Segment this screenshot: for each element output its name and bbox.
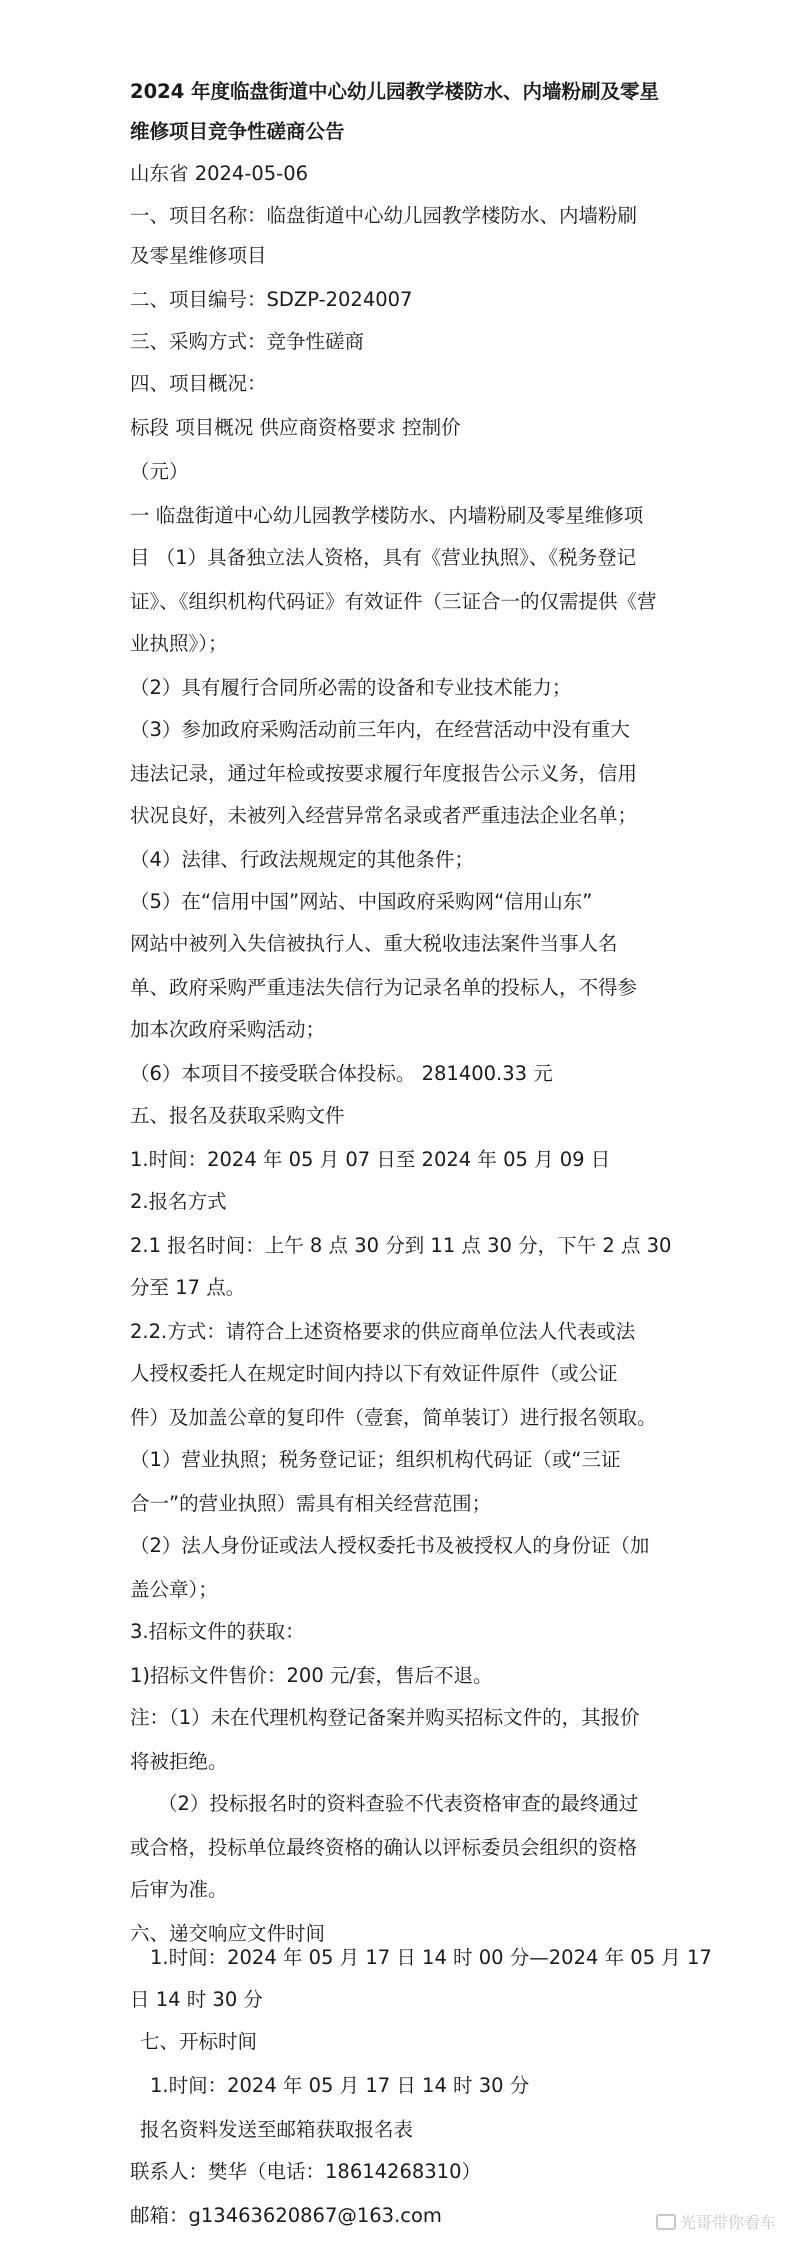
document-title-line-1: 2024 年度临盘街道中心幼儿园教学楼防水、内墙粉刷及零星	[130, 80, 660, 103]
procurement-method: 三、采购方式：竞争性磋商	[130, 330, 365, 353]
document-title-line-2: 维修项目竞争性磋商公告	[130, 120, 345, 143]
requirement-5-line-4: 加本次政府采购活动；	[130, 1018, 326, 1041]
requirement-5-line-2: 网站中被列入失信被执行人、重大税收违法案件当事人名	[130, 932, 618, 955]
note-2-line-1: （2）投标报名时的资料查验不代表资格审查的最终通过	[158, 1792, 639, 1815]
contact-email: 邮箱：g13463620867@163.com	[130, 2204, 442, 2227]
required-docs-2-line-2: 盖公章）；	[130, 1578, 218, 1601]
document-price: 1)招标文件售价：200 元/套，售后不退。	[130, 1664, 493, 1687]
registration-heading: 五、报名及获取采购文件	[130, 1104, 345, 1127]
contact-person: 联系人：樊华（电话：18614268310）	[130, 2160, 481, 2183]
table-header-unit: （元）	[130, 460, 189, 483]
project-name-line-2: 及零星维修项目	[130, 244, 267, 267]
project-name-line-1: 一、项目名称：临盘街道中心幼儿园教学楼防水、内墙粉刷	[130, 204, 638, 227]
requirement-5-line-3: 单、政府采购严重违法失信行为记录名单的投标人，不得参	[130, 976, 638, 999]
required-docs-1-line-2: 合一”的营业执照）需具有相关经营范围；	[130, 1492, 492, 1515]
submission-heading: 六、递交响应文件时间	[130, 1922, 326, 1945]
note-2-line-3: 后审为准。	[130, 1878, 228, 1901]
requirement-4: （4）法律、行政法规规定的其他条件；	[130, 848, 474, 871]
registration-hours-line-1: 2.1 报名时间：上午 8 点 30 分到 11 点 30 分，下午 2 点 30	[130, 1234, 672, 1257]
registration-method-line-3: 件）及加盖公章的复印件（壹套，简单装订）进行报名领取。	[130, 1406, 657, 1429]
camera-icon	[656, 2214, 676, 2230]
submission-time-line-1: 1.时间：2024 年 05 月 17 日 14 时 00 分—2024 年 05 月 17	[150, 1946, 712, 1969]
table-row-line-2: 目 （1）具备独立法人资格，具有《营业执照》、《税务登记	[130, 546, 637, 569]
requirement-2: （2）具有履行合同所必需的设备和专业技术能力；	[130, 676, 572, 699]
location-date: 山东省 2024-05-06	[130, 162, 309, 185]
watermark	[656, 2210, 776, 2233]
note-1-line-1: 注：（1）未在代理机构登记备案并购买招标文件的，其报价	[130, 1706, 640, 1729]
registration-method-heading: 2.报名方式	[130, 1190, 227, 1213]
overview-heading: 四、项目概况：	[130, 372, 267, 395]
table-row-line-1: 一 临盘街道中心幼儿园教学楼防水、内墙粉刷及零星维修项	[130, 504, 644, 527]
requirement-3-line-2: 违法记录，通过年检或按要求履行年度报告公示义务，信用	[130, 762, 638, 785]
table-row-line-4: 业执照》）；	[130, 632, 228, 655]
requirement-6-and-control-price: （6）本项目不接受联合体投标。 281400.33 元	[130, 1062, 553, 1085]
required-docs-2-line-1: （2）法人身份证或法人授权委托书及被授权人的身份证（加	[130, 1534, 650, 1557]
registration-method-line-1: 2.2.方式：请符合上述资格要求的供应商单位法人代表或法	[130, 1320, 636, 1343]
requirement-5-line-1: （5）在“信用中国”网站、中国政府采购网“信用山东”	[130, 890, 593, 913]
registration-email-note: 报名资料发送至邮箱获取报名表	[140, 2118, 414, 2141]
registration-hours-line-2: 分至 17 点。	[130, 1276, 246, 1299]
table-header: 标段 项目概况 供应商资格要求 控制价	[130, 416, 461, 439]
requirement-3-line-3: 状况良好，未被列入经营异常名录或者严重违法企业名单；	[130, 804, 638, 827]
requirement-3-line-1: （3）参加政府采购活动前三年内，在经营活动中没有重大	[130, 718, 630, 741]
note-2-line-2: 或合格，投标单位最终资格的确认以评标委员会组织的资格	[130, 1836, 638, 1859]
table-row-line-3: 证》、《组织机构代码证》有效证件（三证合一的仅需提供《营	[130, 590, 657, 613]
note-1-line-2: 将被拒绝。	[130, 1750, 228, 1773]
opening-heading: 七、开标时间	[140, 2030, 258, 2053]
required-docs-1-line-1: （1）营业执照；税务登记证；组织机构代码证（或“三证	[130, 1448, 621, 1471]
project-number: 二、项目编号：SDZP-2024007	[130, 288, 413, 311]
registration-time: 1.时间：2024 年 05 月 07 日至 2024 年 05 月 09 日	[130, 1148, 611, 1171]
registration-method-line-2: 人授权委托人在规定时间内持以下有效证件原件（或公证	[130, 1362, 618, 1385]
opening-time: 1.时间：2024 年 05 月 17 日 14 时 30 分	[150, 2074, 530, 2097]
submission-time-line-2: 日 14 时 30 分	[130, 1988, 263, 2011]
document-acquisition-heading: 3.招标文件的获取：	[130, 1620, 305, 1643]
watermark-text: 光哥带你看车	[679, 2213, 776, 2232]
